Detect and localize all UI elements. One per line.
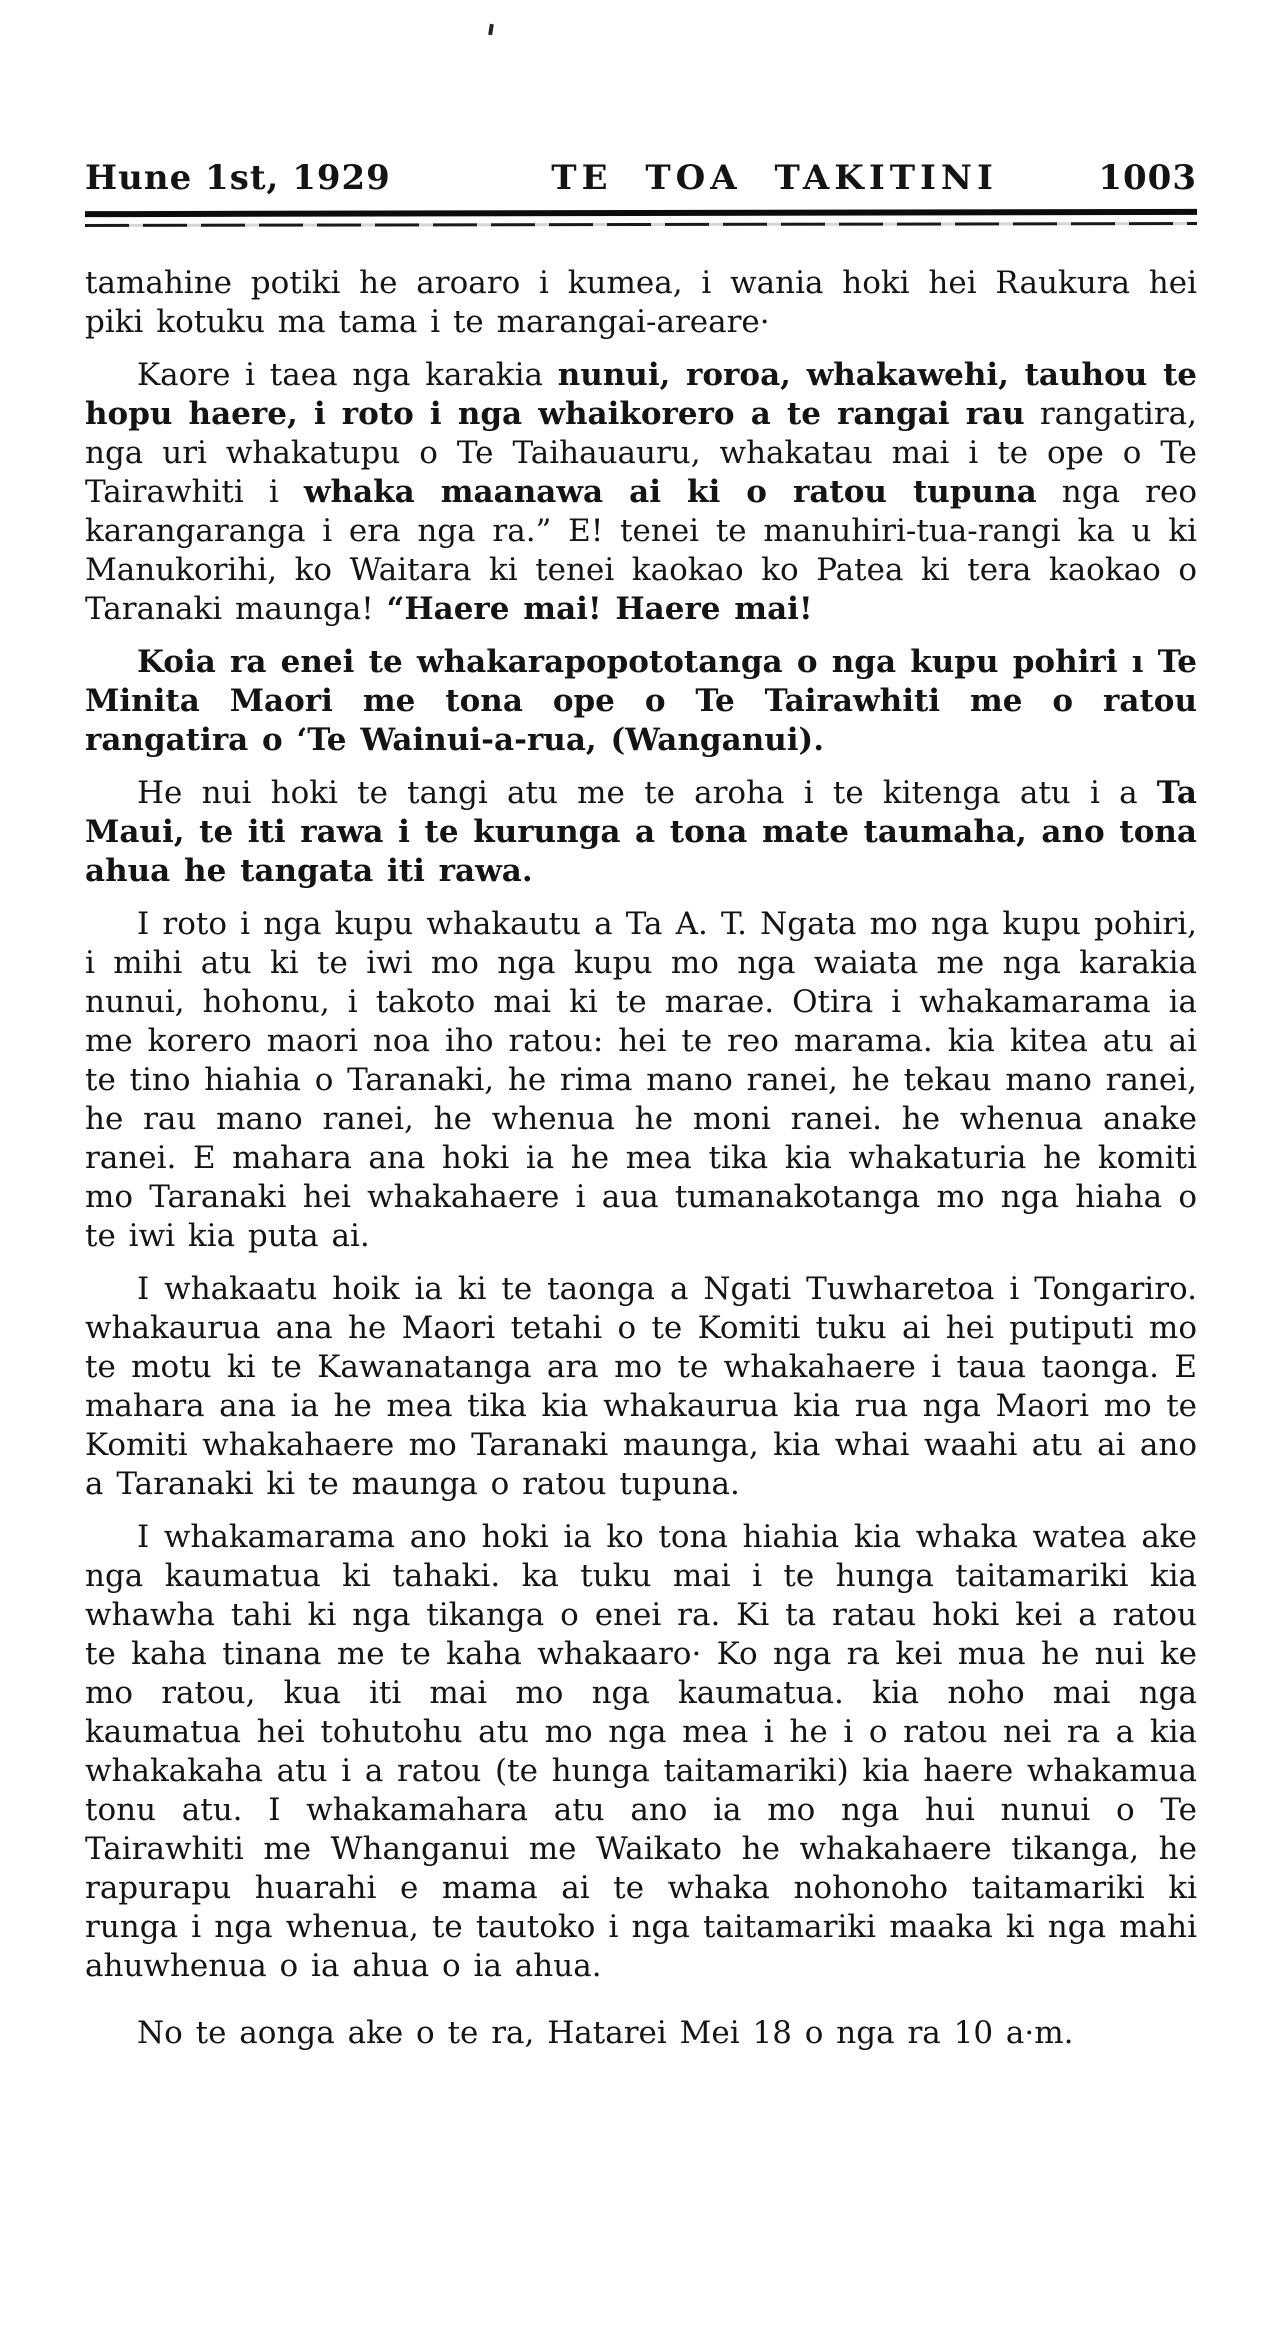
header-rule-thick <box>85 209 1197 217</box>
text-run: tamahine potiki he aroaro i kumea, i wania hoki hei Raukura hei piki kotuku ma tama i te marangai-areare· <box>85 265 1197 340</box>
bold-text-run: whaka maanawa ai ki o ratou tupuna <box>303 474 1037 510</box>
bold-text-run: nunui, roroa, whakawehi, tauhou te hopu haere, i roto i nga whaikorero a te rangai rau <box>85 357 1197 432</box>
text-run: rangatira, nga uri whakatupu o Te Taihauauru, whakatau mai i te ope o Te Tairawhiti i <box>85 396 1197 510</box>
ink-speck <box>488 24 494 35</box>
publication-title: TE TOA TAKITINI <box>551 158 998 198</box>
header-rule-thin <box>85 222 1197 227</box>
paragraph <box>85 643 1197 760</box>
paragraph <box>85 905 1197 1256</box>
bold-text-run: “Haere mai! Haere mai! <box>386 591 813 627</box>
page-content <box>85 158 1197 2067</box>
article-body <box>85 264 1197 2053</box>
text-run: He nui hoki te tangi atu me te aroha i te kitenga atu i a <box>137 775 1157 811</box>
text-run: I whakaatu hoik ia ki te taonga a Ngati Tuwharetoa i Tongariro. whakaurua ana he Maori tetahi o te Komiti tuku ai hei putiputi mo te motu ki te Kawanatanga ara mo te whakahaere i taua taonga. E mahara ana ia he mea tika kia whakaurua kia rua nga Maori mo te Komiti whakahaere mo Taranaki maunga, kia whai waahi atu ai ano a Taranaki ki te maunga o ratou tupuna. <box>85 1271 1197 1502</box>
text-run: Kaore i taea nga karakia <box>137 357 558 393</box>
paragraph <box>85 2014 1197 2053</box>
issue-date: Hune 1st, 1929 <box>85 158 391 198</box>
text-run: nga reo karangaranga i era nga ra.” E! tenei te manuhiri-tua-rangi ka u ki Manukorihi, ko Waitara ki tenei kaokao ko Patea ki tera kaokao o Taranaki maunga! <box>85 474 1197 627</box>
paragraph <box>85 264 1197 342</box>
page-number: 1003 <box>1098 158 1197 198</box>
paragraph <box>85 774 1197 891</box>
text-run: No te aonga ake o te ra, Hatarei Mei 18 o nga ra 10 a·m. <box>137 2015 1074 2051</box>
paragraph <box>85 1518 1197 1986</box>
text-run: I whakamarama ano hoki ia ko tona hiahia kia whaka watea ake nga kaumatua ki tahaki. ka tuku mai i te hunga taitamariki kia whawha tahi ki nga tikanga o enei ra. Ki ta ratau hoki kei a ratou te kaha tinana me te kaha whakaaro· Ko nga ra kei mua he nui ke mo ratou, kua iti mai mo nga kaumatua. kia noho mai nga kaumatua hei tohutohu atu mo nga mea i he i o ratou nei ra a kia whakakaha atu i a ratou (te hunga taitamariki) kia haere whakamua tonu atu. I whakamahara atu ano ia mo nga hui nunui o Te Tairawhiti me Whanganui me Waikato he whakahaere tikanga, he rapurapu huarahi e mama ai te whaka nohonoho taitamariki ki runga i nga whenua, te tautoko i nga taitamariki maaka ki nga mahi ahuwhenua o ia ahua o ia ahua. <box>85 1519 1197 1984</box>
paragraph <box>85 1270 1197 1504</box>
bold-text-run: Koia ra enei te whakarapopototanga o nga kupu pohiri ı Te Minita Maori me tona ope o Te Tairawhiti me o ratou rangatira o ‘Te Wainui-a-rua, (Wanganui). <box>85 644 1197 758</box>
text-run: I roto i nga kupu whakautu a Ta A. T. Ngata mo nga kupu pohiri, i mihi atu ki te iwi mo nga kupu mo nga waiata me nga karakia nunui, hohonu, i takoto mai ki te marae. Otira i whakamarama ia me korero maori noa iho ratou: hei te reo marama. kia kitea atu ai te tino hiahia o Taranaki, he rima mano ranei, he tekau mano ranei, he rau mano ranei, he whenua he moni ranei. he whenua anake ranei. E mahara ana hoki ia he mea tika kia whakaturia he komiti mo Taranaki hei whakahaere i aua tumanakotanga mo nga hiaha o te iwi kia puta ai. <box>85 906 1197 1254</box>
bold-text-run: Ta Maui, te iti rawa i te kurunga a tona mate taumaha, ano tona ahua he tangata iti rawa. <box>85 775 1197 889</box>
paragraph <box>85 356 1197 629</box>
page-header <box>85 158 1197 198</box>
